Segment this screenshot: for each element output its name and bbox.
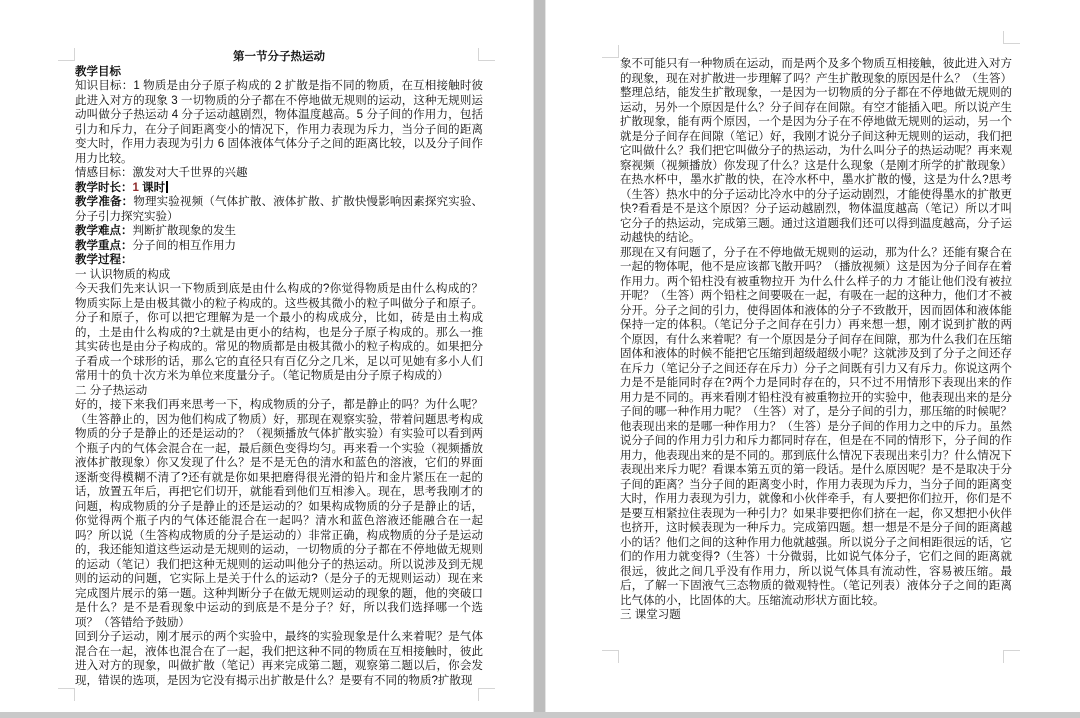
line-difficulty[interactable] xyxy=(75,224,483,239)
para-section-2b[interactable]: 回到分子运动，刚才展示的两个实验中，最终的实验现象是什么来着呢？是气体混合在一起，液体也混合在了一起，我们把这种不同的物质在互相接触时，彼此进入对方的现象，叫做扩散（笔记）再来完成第二题，观察第二题以后，你会发现，错误的选项，是因为它没有揭示出扩散是什么？是要有不同的物质?扩散现 xyxy=(75,631,483,687)
line-duration[interactable] xyxy=(75,181,483,196)
para-diffusion-continued[interactable]: 象不可能只有一种物质在运动，而是两个及多个物质互相接触，彼此进入对方的现象，现在对扩散进一步理解了吗？产生扩散现象的原因是什么？（生答）整理总结，能发生扩散现象，一是因为一切物质的分子都在不停地做无规则的运动，另外一个原因是什么？分子间存在间隙。有空才能插入吧。所以说产生扩散现象，能有两个原因，一个是因为分子在不停地做无规则的运动，另一个就是分子间存在间隙（笔记）好，我刚才说分子间这种无规则的运动，我们把它叫做什么？我们把它叫做分子的热运动，为什么叫分子的热运动呢？再来观察视频（视频播放）你发现了什么？这是什么现象（是刚才所学的扩散现象）在热水杯中，墨水扩散的快，在冷水杯中，墨水扩散的慢，这是为什么?思考（生答）热水中的分子运动比冷水中的分子运动剧烈，才能使得墨水的扩散更快?看看是不是这个原因？分子运动越剧烈，物体温度越高（笔记）所以才叫它分子的热运动，完成第三题。通过这道题我们还可以得到温度越高，分子运动越快的结论。 xyxy=(620,58,1012,244)
para-knowledge-objectives[interactable]: 知识目标：1 物质是由分子原子构成的 2 扩散是指不同的物质，在互相接触时彼此进入对方的现象 3 一切物质的分子都在不停地做无规则的运动，这种无规则运动叫做分子热运动 4 分子运动越剧烈，物体温度越高。5 分子间的作用力，包括引力和斥力，在分子间距离变小的情况下，作用力表现为斥力，当分子间的距离变大时，作用力表现为引力 6 固体液体气体分子之间的距离比较，以及分子间作用力比较。 xyxy=(75,80,483,165)
value-preparation: 物理实验视频（气体扩散、液体扩散、扩散快慢影响因素探究实验、分子引力探究实验） xyxy=(75,196,484,223)
page-2 xyxy=(620,57,1012,623)
corner-mark xyxy=(478,688,495,701)
line-key-point[interactable] xyxy=(75,239,483,254)
para-section-2a[interactable]: 好的，接下来我们再来思考一下，构成物质的分子，都是静止的吗？为什么呢？（生答静止的，因为他们构成了物质）好，那现在观察实验，带着问题思考构成物质的分子是静止的还是运动的？（视频播放气体扩散实验）有实验可以看到两个瓶子内的气体会混合在一起，最后颜色变得均匀。再来看一个实验（视频播放液体扩散现象）你又发现了什么？是不是无色的清水和蓝色的溶液，它们的界面逐渐变得模糊不清了?还有就是你如果把磨得很光滑的铅片和金片紧压在一起的话，放置五年后，再把它们切开，就能看到他们互相渗入。现在，思考我刚才的问题，构成物质的分子是静止的还是运动的？如果构成物质的分子是静止的话，你觉得两个瓶子内的气体还能混合在一起吗？清水和蓝色溶液还能融合在一起吗？所以说（生答构成物质的分子是运动的）非常正确，构成物质的分子是运动的，我还能知道这些运动是无规则的运动，一切物质的分子都在不停地做无规则的运动（笔记）我们把这种无规则的运动叫他分子的热运动。所以说涉及到无规则的运动的问题，它实际上是关于什么的运动?（是分子的无规则运动）现在来完成图片展示的第一题。这种判断分子在做无规则运动的现象的题，他的突破口是什么？是不是看现象中运动的到底是不是分子？好，所以我们选择哪一个选项？（答错给予鼓励） xyxy=(75,399,483,629)
page-gap-divider xyxy=(533,0,546,718)
para-section-1[interactable]: 今天我们先来认识一下物质到底是由什么构成的?你觉得物质是由什么构成的？物质实际上是由极其微小的粒子构成的。这些极其微小的粒子叫做分子和原子。分子和原子，你可以把它理解为是一个最小的构成成分，比如，砖是由土构成的，土是由什么构成的?土就是由更小的结构，也是分子原子构成的。那么一推其实砖也是由分子构成的。常见的物质都是由极其微小的粒子构成的。如果把分子看成一个球形的话，那么它的直径只有百亿分之几米，足以可见她有多小人们常用十的负十次方米为单位来度量分子。（笔记物质是由分子原子构成的） xyxy=(75,283,483,382)
heading-teaching-process[interactable]: 教学过程： xyxy=(75,254,133,266)
para-emotional-objectives[interactable]: 情感目标：激发对大千世界的兴趣 xyxy=(75,167,248,179)
corner-mark xyxy=(58,48,75,61)
heading-teaching-objectives[interactable]: 教学目标 xyxy=(75,65,121,78)
heading-section-2[interactable]: 二 分子热运动 xyxy=(75,384,148,397)
value-difficulty: 判断扩散现象的发生 xyxy=(132,225,236,237)
corner-mark xyxy=(478,48,495,61)
label-preparation: 教学准备： xyxy=(75,196,134,208)
corner-mark xyxy=(602,45,619,58)
duration-unit: 课时 xyxy=(138,181,166,194)
label-key-point: 教学重点： xyxy=(75,239,133,252)
heading-section-1[interactable]: 一 认识物质的构成 xyxy=(75,268,171,281)
doc-title[interactable]: 第一节分子热运动 xyxy=(233,51,325,63)
heading-section-3[interactable]: 三 课堂习题 xyxy=(620,609,681,621)
corner-mark xyxy=(58,688,75,701)
para-molecular-forces[interactable]: 那现在又有问题了，分子在不停地做无规则的运动，那为什么？还能有聚合在一起的物体呢，他不是应该都飞散开吗？（播放视频）这是因为分子间存在着作用力。两个铅柱没有被重物拉开 为什么什么样子的力 才能让他们没有被拉开呢？（生答）两个铅柱之间要吸在一起，有吸在一起的这种力，他们才不被分开。分子之间的引力，使得固体和液体的分子不致散开，因而固体和液体能保持一定的体积。（笔记分子之间存在引力）再来想一想，刚才说到扩散的两个原因，有什么来着呢？有一个原因是分子间存在间隙，那为什么我们在压缩固体和液体的时候不能把它压缩到超级超级小呢？这就涉及到了分子之间还存在斥力（笔记分子之间还存在斥力）分子之间既有引力又有斥力。你说这两个力是不是能同时存在?两个力是同时存在的，只不过不用情形下表现出来的作用力是不同的。再来看刚才铅柱没有被重物拉开的实验中，他表现出来的是分子间的哪一种作用力呢？（生答）对了，是分子间的引力，那压缩的时候呢？他表现出来的是哪一种作用力？（生答）是分子间的作用力之中的斥力。虽然说分子间的作用力引力和斥力都同时存在，但是在不同的情形下，分子间的作用力，他表现出来的是不同的。那到底什么情况下表现出来引力？什么情况下表现出来斥力呢？看课本第五页的第一段话。是什么原因呢？是不是取决于分子间的距离？当分子间的距离变小时，作用力表现为斥力，当分子间的距离变大时，作用力表现为引力，就像和小伙伴牵手，有人要把你们拉开，你们是不是要互相紧拉住表现为一种引力？如果非要把你们挤在一起，你又想把小伙伴也挤开，这时候表现为一种斥力。完成第四题。想一想是不是分子间的距离越小的话？他们之间的这种作用力他就越强。所以说分子之间相距很远的话，它们的作用力就变得?（生答）十分微弱，比如说气体分子，它们之间的距离就很远，彼此之间几乎没有作用力，所以说气体具有流动性，容易被压缩。最后，了解一下固液气三态物质的微观特性。（笔记列表）液体分子之间的距离比气体的小，比固体的大。压缩流动形状方面比较。 xyxy=(620,246,1012,607)
text-cursor xyxy=(166,181,168,193)
page-1 xyxy=(75,50,483,688)
label-difficulty: 教学难点： xyxy=(75,225,133,237)
page-bottom-edge xyxy=(0,712,1080,718)
line-preparation[interactable] xyxy=(75,195,483,224)
label-duration: 教学时长： xyxy=(75,181,133,194)
corner-mark xyxy=(1003,650,1020,663)
duration-number: 1 xyxy=(132,181,139,194)
corner-mark xyxy=(602,650,619,663)
corner-mark xyxy=(1003,31,1020,44)
value-key-point: 分子间的相互作用力 xyxy=(132,239,236,252)
